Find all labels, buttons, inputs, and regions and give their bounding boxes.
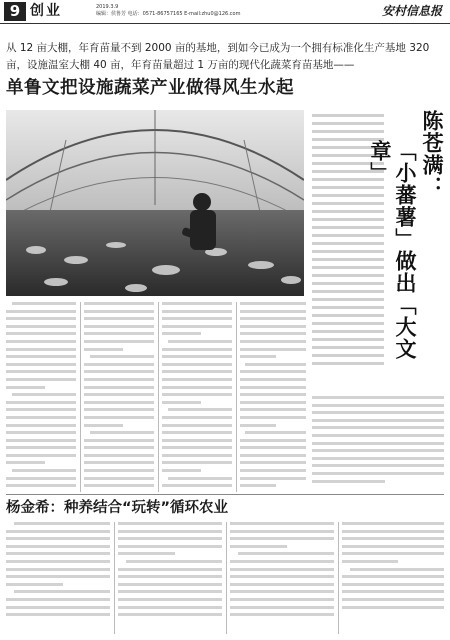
- newspaper-logo: 安村信息报: [381, 4, 442, 18]
- editor-contact: 编辑：侯鲁芳 电话：0571-86757165 E-mail:zhu0@126.com: [96, 10, 241, 17]
- column-divider: [114, 522, 115, 634]
- article-1-body-col-2: [84, 302, 154, 492]
- article-2: [312, 110, 444, 494]
- edition-date: 2019.3.9: [96, 4, 119, 10]
- greenhouse-photo: [6, 110, 304, 296]
- column-divider: [338, 522, 339, 634]
- article-2-headline-part-1: 陈苍满：: [420, 110, 444, 198]
- article-3-body-col-4: [342, 522, 444, 613]
- article-1-headline: 单鲁文把设施蔬菜产业做得风生水起: [6, 78, 294, 98]
- article-2-body: [312, 396, 444, 487]
- column-divider: [236, 302, 237, 492]
- article-2-headline: [368, 110, 444, 392]
- article-1-body-col-3: [162, 302, 232, 492]
- column-divider: [226, 522, 227, 634]
- article-3-headline: 杨金希：种养结合“玩转”循环农业: [6, 500, 229, 516]
- column-divider: [80, 302, 81, 492]
- article-1-body-col-4: [240, 302, 306, 492]
- masthead: [0, 0, 450, 24]
- article-3-body-col-3: [230, 522, 334, 621]
- section-title: 创业: [30, 3, 62, 19]
- article-3-body-col-2: [118, 522, 222, 621]
- article-1-intro: 从 12 亩大棚，年育苗量不到 2000 亩的基地，到如今已成为一个拥有标准化生产基地 320 亩，设施温室大棚 40 亩，年育苗量超过 1 万亩的现代化蔬菜育苗基地——: [6, 42, 430, 71]
- section-divider: [6, 494, 444, 495]
- article-2-headline-part-2: 「小蕃薯」做出「大文章」: [368, 140, 417, 360]
- article-3-body-col-1: [6, 522, 110, 621]
- page-number: 9: [4, 2, 26, 21]
- column-divider: [158, 302, 159, 492]
- article-1-body-col-1: [6, 302, 76, 492]
- edition-meta: [96, 4, 240, 17]
